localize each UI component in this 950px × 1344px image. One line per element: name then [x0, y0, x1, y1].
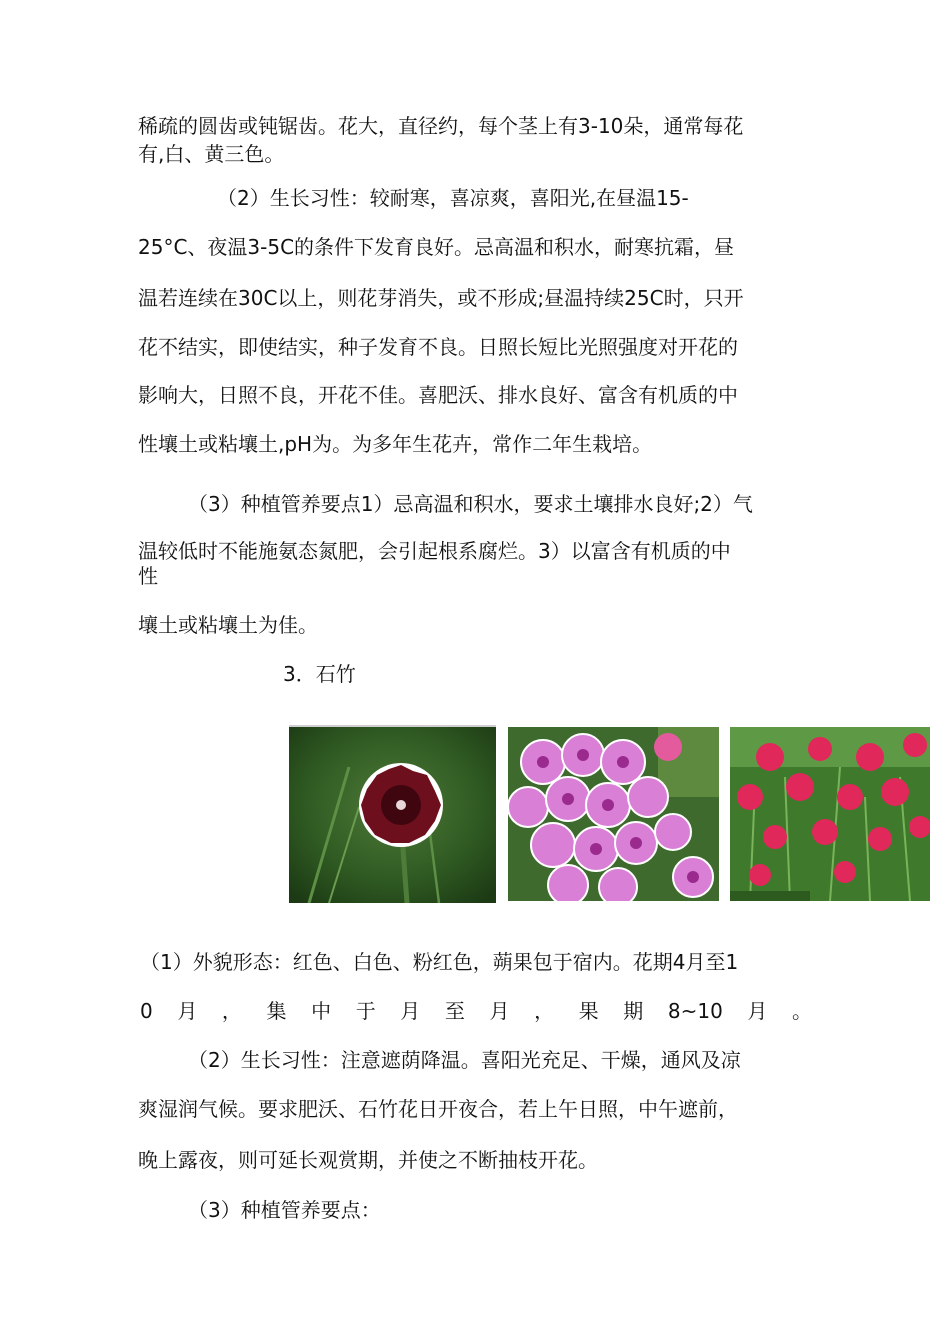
text-line-2: 有,白、黄三色。	[138, 142, 285, 166]
text-line-17: 晚上露夜，则可延长观赏期，并使之不断抽枝开花。	[138, 1148, 598, 1172]
text-line-15: （2）生长习性：注意遮荫降温。喜阳光充足、干燥，通风及凉	[188, 1048, 741, 1072]
line-14-token: 期	[623, 999, 644, 1023]
line-14-token: 中	[311, 999, 332, 1023]
text-line-13: （1）外貌形态：红色、白色、粉红色，蒴果包于宿内。花期4月至1	[140, 950, 739, 974]
text-line-3: （2）生长习性：较耐寒，喜凉爽，喜阳光,在昼温15-	[217, 186, 689, 210]
red-dianthus-field-photo	[730, 727, 930, 901]
line-14-token: 0	[140, 999, 153, 1023]
dark-red-carnation-photo	[289, 725, 496, 903]
text-line-8: 性壤土或粘壤土,pH为。为多年生花卉，常作二年生栽培。	[138, 432, 653, 456]
line-14-token: 8~10	[667, 999, 723, 1023]
line-14-token: 集	[266, 999, 287, 1023]
line-14-token: 于	[355, 999, 376, 1023]
pink-dianthus-cluster-photo	[508, 727, 719, 901]
text-line-5: 温若连续在30C以上，则花芽消失，或不形成;昼温持续25C时，只开	[138, 286, 744, 310]
line-14-token: ，	[221, 999, 242, 1023]
text-line-4: 25°C、夜温3-5C的条件下发育良好。忌高温和积水，耐寒抗霜，昼	[138, 235, 735, 259]
text-line-18: （3）种植管养要点：	[188, 1198, 381, 1222]
text-line-12: 壤土或粘壤土为佳。	[138, 613, 318, 637]
line-14-token: 月	[177, 999, 198, 1023]
line-14-token: 至	[444, 999, 465, 1023]
line-14-token: 。	[791, 999, 812, 1023]
line-14-token: 月	[489, 999, 510, 1023]
line-14-token: 月	[400, 999, 421, 1023]
text-line-1: 稀疏的圆齿或钝锯齿。花大，直径约，每个茎上有3-10朵，通常每花	[138, 114, 744, 138]
text-line-9: （3）种植管养要点1）忌高温和积水，要求土壤排水良好;2）气	[188, 492, 753, 516]
line-14-token: ，	[534, 999, 555, 1023]
text-line-6: 花不结实，即使结实，种子发育不良。日照长短比光照强度对开花的	[138, 335, 738, 359]
line-14-token: 果	[578, 999, 599, 1023]
text-line-11: 性	[138, 564, 158, 588]
text-line-7: 影响大，日照不良，开花不佳。喜肥沃、排水良好、富含有机质的中	[138, 383, 738, 407]
section-heading: 3．石竹	[283, 662, 356, 686]
line-14-token: 月	[747, 999, 768, 1023]
text-line-14	[140, 998, 812, 1024]
text-line-10: 温较低时不能施氨态氮肥，会引起根系腐烂。3）以富含有机质的中	[138, 539, 731, 563]
text-line-16: 爽湿润气候。要求肥沃、石竹花日开夜合，若上午日照，中午遮前，	[138, 1097, 738, 1121]
